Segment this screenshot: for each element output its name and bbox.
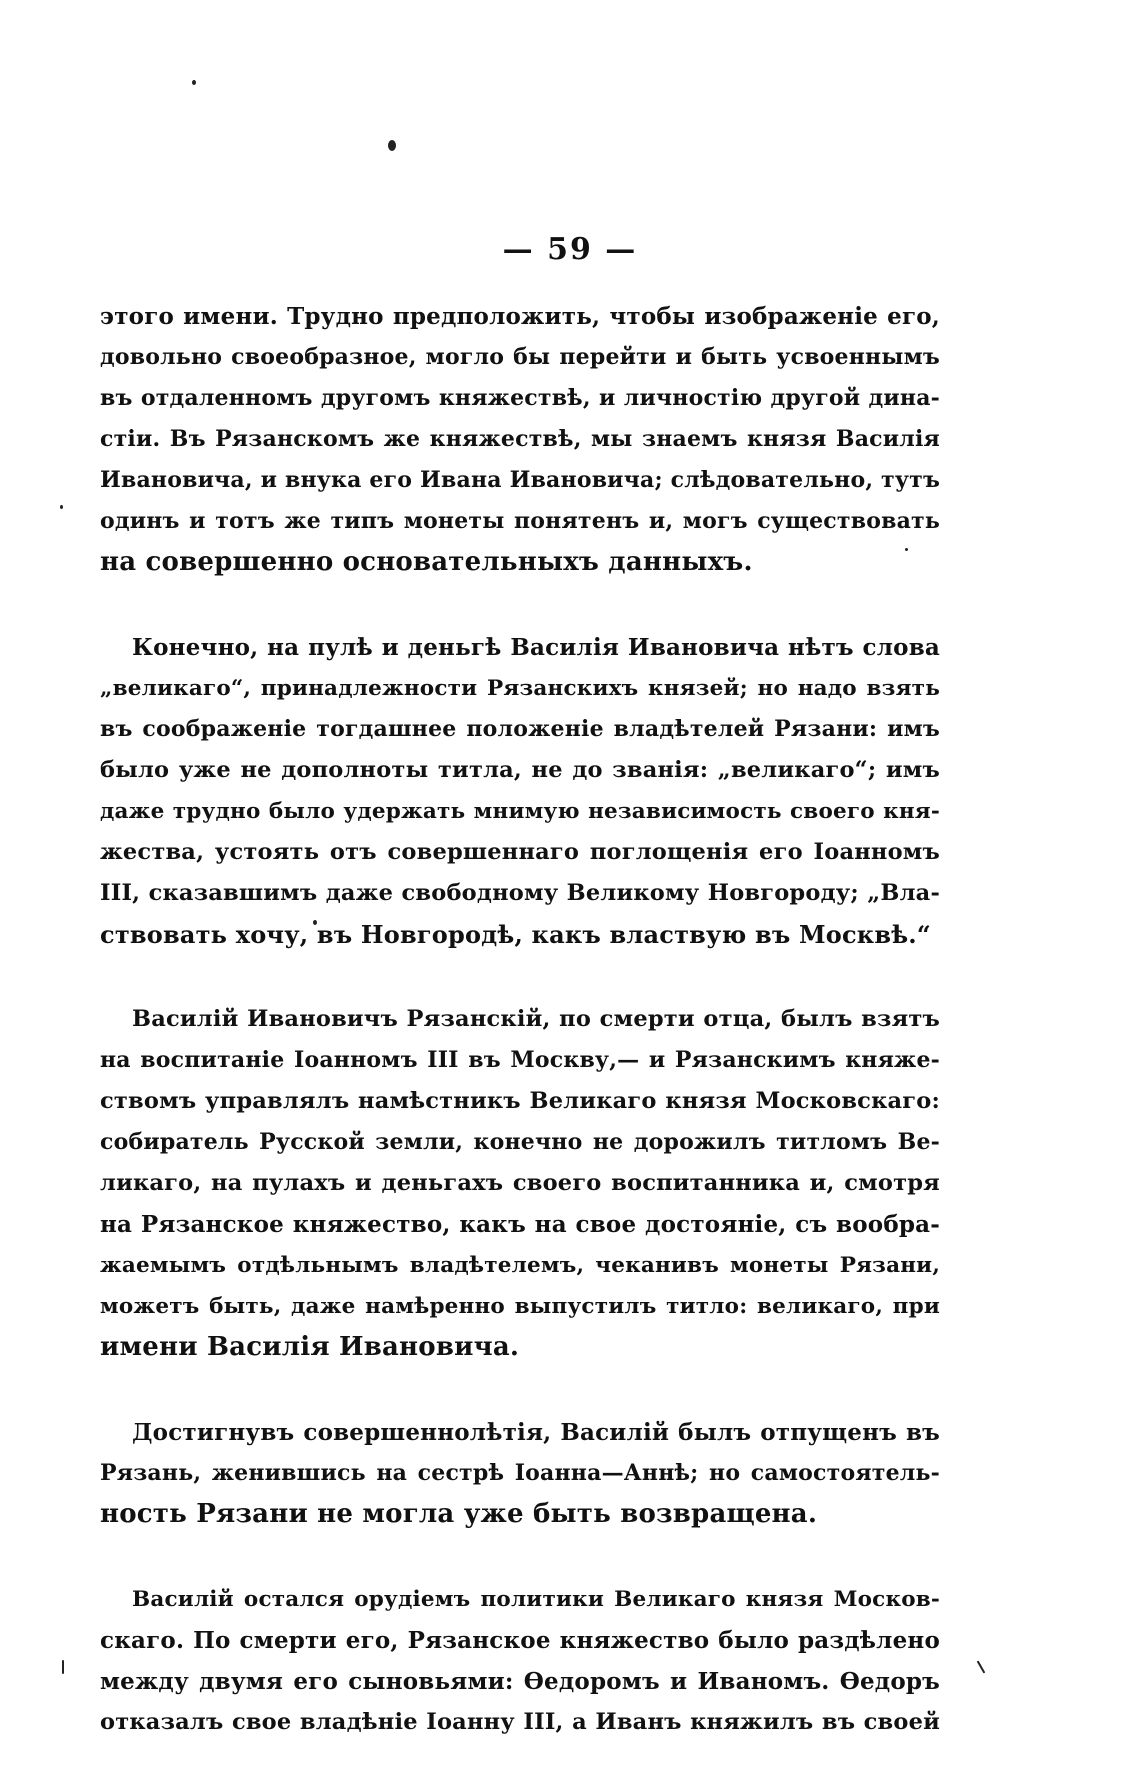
scan-speck	[192, 80, 196, 85]
paragraph-5	[100, 1579, 940, 1743]
text-line: Достигнувъ совершеннолѣтiя, Василiй былъ отпущенъ въ	[132, 1419, 940, 1446]
text-line: собиратель Русской земли, конечно не дорожилъ титломъ Ве-	[100, 1129, 940, 1155]
text-line: Ивановича, и внука его Ивана Ивановича; слѣдовательно, тутъ	[100, 467, 941, 493]
text-line: Василiй остался орудiемъ политики Великаго князя Москов-	[132, 1587, 940, 1612]
paragraph-3	[100, 999, 940, 1368]
text-line: Конечно, на пулѣ и деньгѣ Василiя Ивановича нѣтъ слова	[132, 634, 940, 661]
text-line: на совершенно основательныхъ данныхъ.	[100, 547, 753, 577]
text-line: имени Василiя Ивановича.	[100, 1332, 520, 1362]
paragraph-2	[100, 627, 940, 955]
body-text	[100, 296, 940, 1787]
scan-speck	[388, 140, 396, 151]
text-line: довольно своеобразное, могло бы перейти и быть усвоеннымъ	[100, 344, 940, 370]
scan-speck	[977, 1660, 986, 1673]
text-line: можетъ быть, даже намѣренно выпустилъ титло: великаго, при	[100, 1294, 940, 1319]
text-line: ность Рязани не могла уже быть возвращена.	[100, 1499, 818, 1529]
paragraph-1	[100, 296, 940, 583]
text-line: Василiй Ивановичъ Рязанскiй, по смерти отца, былъ взятъ	[132, 1006, 940, 1032]
text-line: ликаго, на пулахъ и деньгахъ своего воспитанника и, смотря	[100, 1170, 940, 1196]
text-line: стiи. Въ Рязанскомъ же княжествѣ, мы знаемъ князя Василiя	[100, 426, 940, 452]
text-line: въ соображенiе тогдашнее положенiе владѣтелей Рязани: имъ	[100, 716, 940, 742]
text-line: на воспитанiе Iоанномъ III въ Москву,— и Рязанскимъ княже-	[100, 1047, 940, 1073]
text-line: одинъ и тотъ же типъ монеты понятенъ и, могъ существовать	[100, 508, 940, 534]
scan-speck	[62, 1660, 64, 1674]
text-line: ствовать хочу, въ Новгородѣ, какъ властвую въ Москвѣ.“	[100, 920, 931, 949]
text-line: отказалъ свое владѣнiе Iоанну III, а Иванъ княжилъ въ своей	[100, 1709, 940, 1735]
text-line: ствомъ управлялъ намѣстникъ Великаго князя Московскаго:	[100, 1088, 940, 1114]
text-line: между двумя его сыновьями: Ѳедоромъ и Иваномъ. Ѳедоръ	[100, 1668, 940, 1695]
text-line: жества, устоять отъ совершеннаго поглощенiя его Iоанномъ	[100, 839, 940, 865]
page-number: — 59 —	[502, 232, 638, 267]
text-line: было уже не дополноты титла, не до званiя: „великаго“; имъ	[100, 757, 940, 783]
text-line: этого имени. Трудно предположить, чтобы изображенiе его,	[100, 303, 940, 330]
text-line: жаемымъ отдѣльнымъ владѣтелемъ, чеканивъ монеты Рязани,	[100, 1253, 940, 1278]
text-line: даже трудно было удержать мнимую независимость своего кня-	[100, 799, 940, 824]
text-line: „великаго“, принадлежности Рязанскихъ князей; но надо взять	[100, 676, 940, 701]
paragraph-4	[100, 1412, 940, 1535]
text-line: скаго. По смерти его, Рязанское княжество было раздѣлено	[100, 1627, 940, 1654]
text-line: въ отдаленномъ другомъ княжествѣ, и личностiю другой дина-	[100, 385, 940, 411]
text-line: III, сказавшимъ даже свободному Великому Новгороду; „Вла-	[100, 880, 940, 906]
scan-speck	[60, 505, 63, 509]
text-line: Рязань, женившись на сестрѣ Iоанна—Аннѣ; но самостоятель-	[100, 1460, 940, 1486]
text-line: на Рязанское княжество, какъ на свое достоянiе, съ вообра-	[100, 1211, 940, 1238]
